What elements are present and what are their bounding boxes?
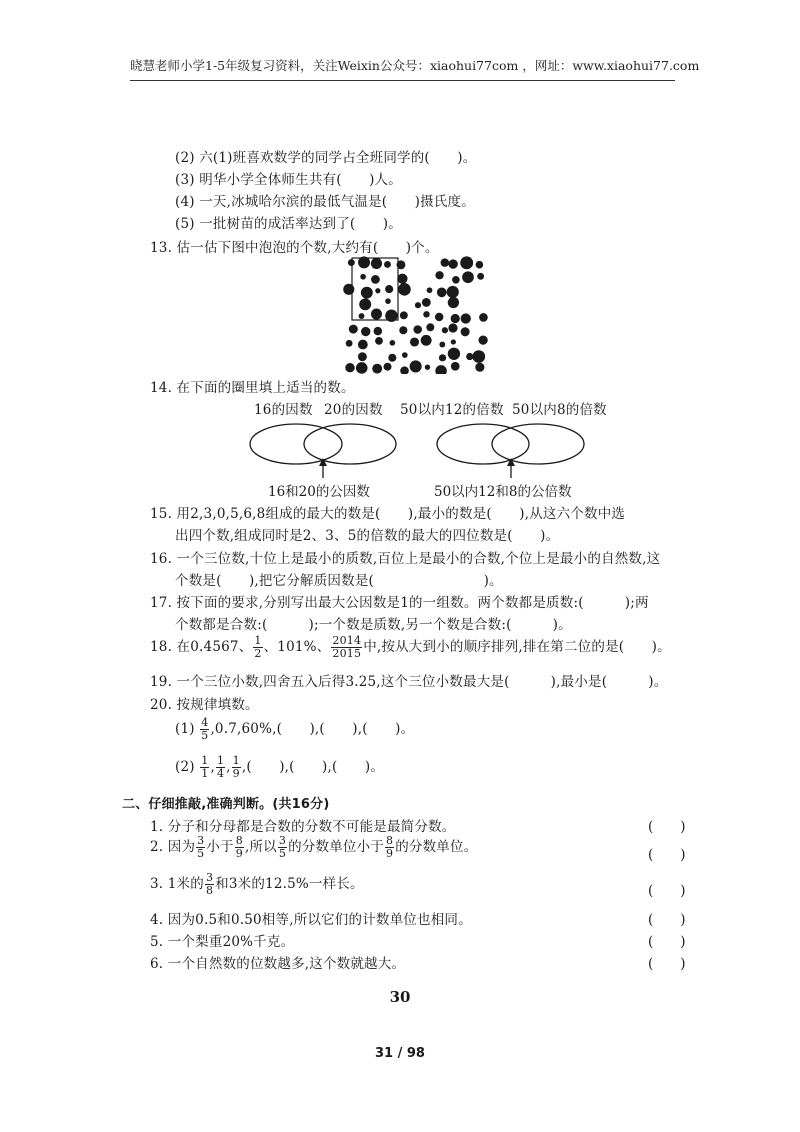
bubble — [435, 271, 443, 279]
fraction: $\frac{3}{5}$ — [197, 834, 205, 860]
bubble — [400, 366, 409, 374]
bubble — [439, 342, 445, 348]
page-number: 30 — [389, 988, 411, 1006]
q17-line1: 17. 按下面的要求,分别写出最大公因数是1的一组数。两个数都是质数:( );两 — [150, 595, 649, 611]
bubble — [359, 313, 365, 319]
bubble — [423, 311, 429, 317]
bubble — [479, 313, 488, 322]
bubble — [421, 335, 432, 346]
fraction: $\frac{8}{9}$ — [386, 834, 394, 860]
q12-item-3: (3) 明华小学全体师生共有( )人。 — [175, 172, 402, 188]
bubble — [442, 327, 448, 333]
bubble — [390, 340, 396, 346]
bubble — [441, 258, 450, 267]
bubble — [374, 327, 383, 336]
fraction: $\frac{1}{2}$ — [254, 634, 262, 660]
judge-2-answer[interactable]: ( ) — [648, 847, 686, 863]
bubbles-figure — [340, 254, 490, 374]
bubble — [385, 298, 391, 304]
fraction: $\frac{8}{9}$ — [235, 834, 243, 860]
bubble — [349, 325, 358, 334]
bubble — [422, 298, 431, 307]
bubble — [375, 288, 380, 293]
q12-item-2: (2) 六(1)班喜欢数学的同学占全班同学的( )。 — [175, 150, 477, 166]
judge-5: 5. 一个梨重20%千克。 — [150, 934, 295, 950]
bubble — [402, 352, 408, 358]
q12-item-5: (5) 一批树苗的成活率达到了( )。 — [175, 216, 402, 232]
fraction: $\frac{2014}{2015}$ — [332, 634, 362, 660]
bubble — [358, 352, 367, 361]
q15-line2: 出四个数,组成同时是2、3、5的倍数的最大的四位数是( )。 — [175, 528, 560, 544]
bubble — [384, 261, 391, 268]
venn-diagrams — [240, 416, 620, 486]
bubble — [361, 327, 370, 336]
bubble — [348, 259, 355, 266]
bubble — [435, 313, 444, 322]
fraction: $\frac{3}{8}$ — [205, 871, 214, 897]
bubble — [410, 360, 422, 372]
label-factors-20: 20的因数 — [324, 402, 383, 418]
q18-mid: 、101%、 — [263, 639, 331, 655]
judge-1: 1. 分子和分母都是合数的分数不可能是最简分数。 — [150, 819, 456, 835]
q16-line1: 16. 一个三位数,十位上是最小的质数,百位上是最小的合数,个位上是最小的自然数,这 — [150, 551, 661, 567]
label-multiples-8: 50以内8的倍数 — [512, 402, 607, 418]
bubble — [460, 256, 473, 269]
bubble — [475, 363, 484, 372]
bubble — [384, 363, 392, 371]
bubble — [451, 339, 456, 344]
bubble — [447, 286, 459, 298]
bubble — [356, 362, 368, 374]
q20-sub2: (2) $\frac{1}{1}$ , $\frac{1}{4}$ , $\frac{1}{9}$ ,( ),( ),( )。 — [175, 754, 385, 780]
bubble — [399, 326, 407, 334]
bubble — [358, 340, 368, 350]
bubble — [371, 258, 382, 269]
bubble — [400, 311, 408, 319]
bubble — [437, 288, 447, 298]
bubble — [410, 337, 419, 346]
judge-2: 2. 因为 $\frac{3}{5}$ 小于 $\frac{8}{9}$ ,所以 $\frac{3}{5}$ 的分数单位小于 $\frac{8}{9}$ 的分数单位。 — [150, 834, 478, 860]
judge-3: 3. 1米的 $\frac{3}{8}$ 和3米的12.5%一样长。 — [150, 871, 364, 897]
q20-sub1: (1) $\frac{4}{5}$ ,0.7,60%,( ),( ),( )。 — [175, 716, 415, 742]
label-multiples-12: 50以内12的倍数 — [400, 402, 504, 418]
bubble — [452, 276, 460, 284]
bubble — [451, 362, 460, 371]
judge-6-answer[interactable]: ( ) — [648, 956, 686, 972]
judge-4-answer[interactable]: ( ) — [648, 912, 686, 928]
bubble — [466, 353, 473, 360]
bubble — [462, 271, 474, 283]
fraction: $\frac{1}{1}$ — [201, 754, 209, 780]
bubble — [472, 350, 485, 363]
bubble — [451, 314, 460, 323]
bubble — [448, 297, 459, 308]
bubble — [388, 354, 396, 362]
bubble — [461, 327, 470, 336]
bubble — [477, 273, 484, 280]
q18-post: 中,按从大到小的顺序排列,排在第二位的是( )。 — [363, 639, 671, 655]
page-header: 晓慧老师小学1-5年级复习资料，关注Weixin公众号：xiaohui77com ，网址：www.xiaohui77.com — [130, 56, 675, 81]
q16-line2: 个数是( ),把它分解质因数是( )。 — [175, 573, 503, 589]
bubble — [448, 259, 457, 268]
bubble — [478, 335, 487, 344]
bubble — [427, 287, 433, 293]
bubble — [448, 323, 457, 332]
fraction: $\frac{1}{9}$ — [232, 754, 240, 780]
fraction: $\frac{4}{5}$ — [201, 716, 209, 742]
q18 — [150, 635, 671, 660]
bubble — [461, 313, 471, 323]
q20-stem: 20. 按规律填数。 — [150, 697, 259, 713]
bubble — [375, 337, 383, 345]
q13-stem: 13. 估一估下图中泡泡的个数,大约有( )个。 — [150, 240, 439, 256]
judge-4: 4. 因为0.5和0.50相等,所以它们的计数单位也相同。 — [150, 912, 472, 928]
bubble — [435, 365, 447, 374]
judge-3-answer[interactable]: ( ) — [648, 883, 686, 899]
bubble — [345, 363, 354, 372]
bubble — [371, 275, 380, 284]
fraction: $\frac{3}{5}$ — [278, 834, 287, 860]
venn-right-b — [492, 424, 584, 464]
q17-line2: 个数都是合数:( );一个数是质数,另一个数是合数:( )。 — [175, 617, 572, 633]
bubble — [359, 298, 371, 310]
bubble — [476, 261, 484, 269]
bubble — [361, 287, 373, 299]
bubble — [346, 340, 353, 347]
page-footer: 31 / 98 — [375, 1046, 425, 1061]
caption-common-multiples: 50以内12和8的公倍数 — [434, 484, 572, 500]
bubble — [425, 365, 430, 370]
q15-line1: 15. 用2,3,0,5,6,8组成的最大的数是( ),最小的数是( ),从这六个数中选 — [150, 506, 626, 522]
q19: 19. 一个三位小数,四舍五入后得3.25,这个三位小数最大是( ),最小是( )。 — [150, 674, 668, 690]
fraction: $\frac{1}{4}$ — [216, 754, 225, 780]
bubble — [415, 302, 421, 308]
bubble — [343, 284, 354, 295]
bubble — [426, 323, 434, 331]
judge-6: 6. 一个自然数的位数越多,这个数就越大。 — [150, 956, 406, 972]
bubble — [398, 283, 411, 296]
section-2-title: 二、仔细推敲,准确判断。(共16分) — [122, 797, 330, 812]
bubble — [385, 285, 393, 293]
bubble — [448, 348, 460, 360]
q12-item-4: (4) 一天,冰城哈尔滨的最低气温是( )摄氏度。 — [175, 194, 475, 210]
bubble — [397, 274, 407, 284]
bubble — [372, 364, 382, 374]
caption-common-factors: 16和20的公因数 — [268, 484, 370, 500]
venn-left-a — [250, 424, 342, 464]
q18-pre: 18. 在0.4567、 — [150, 639, 253, 655]
venn-left-b — [304, 424, 396, 464]
bubble — [371, 309, 382, 320]
bubble — [413, 325, 422, 334]
q14-stem: 14. 在下面的圈里填上适当的数。 — [150, 380, 355, 396]
bubble — [360, 274, 366, 280]
bubble — [439, 354, 446, 361]
judge-5-answer[interactable]: ( ) — [648, 934, 686, 950]
judge-1-answer[interactable]: ( ) — [648, 819, 686, 835]
label-factors-16: 16的因数 — [254, 402, 313, 418]
venn-right-a — [437, 424, 529, 464]
